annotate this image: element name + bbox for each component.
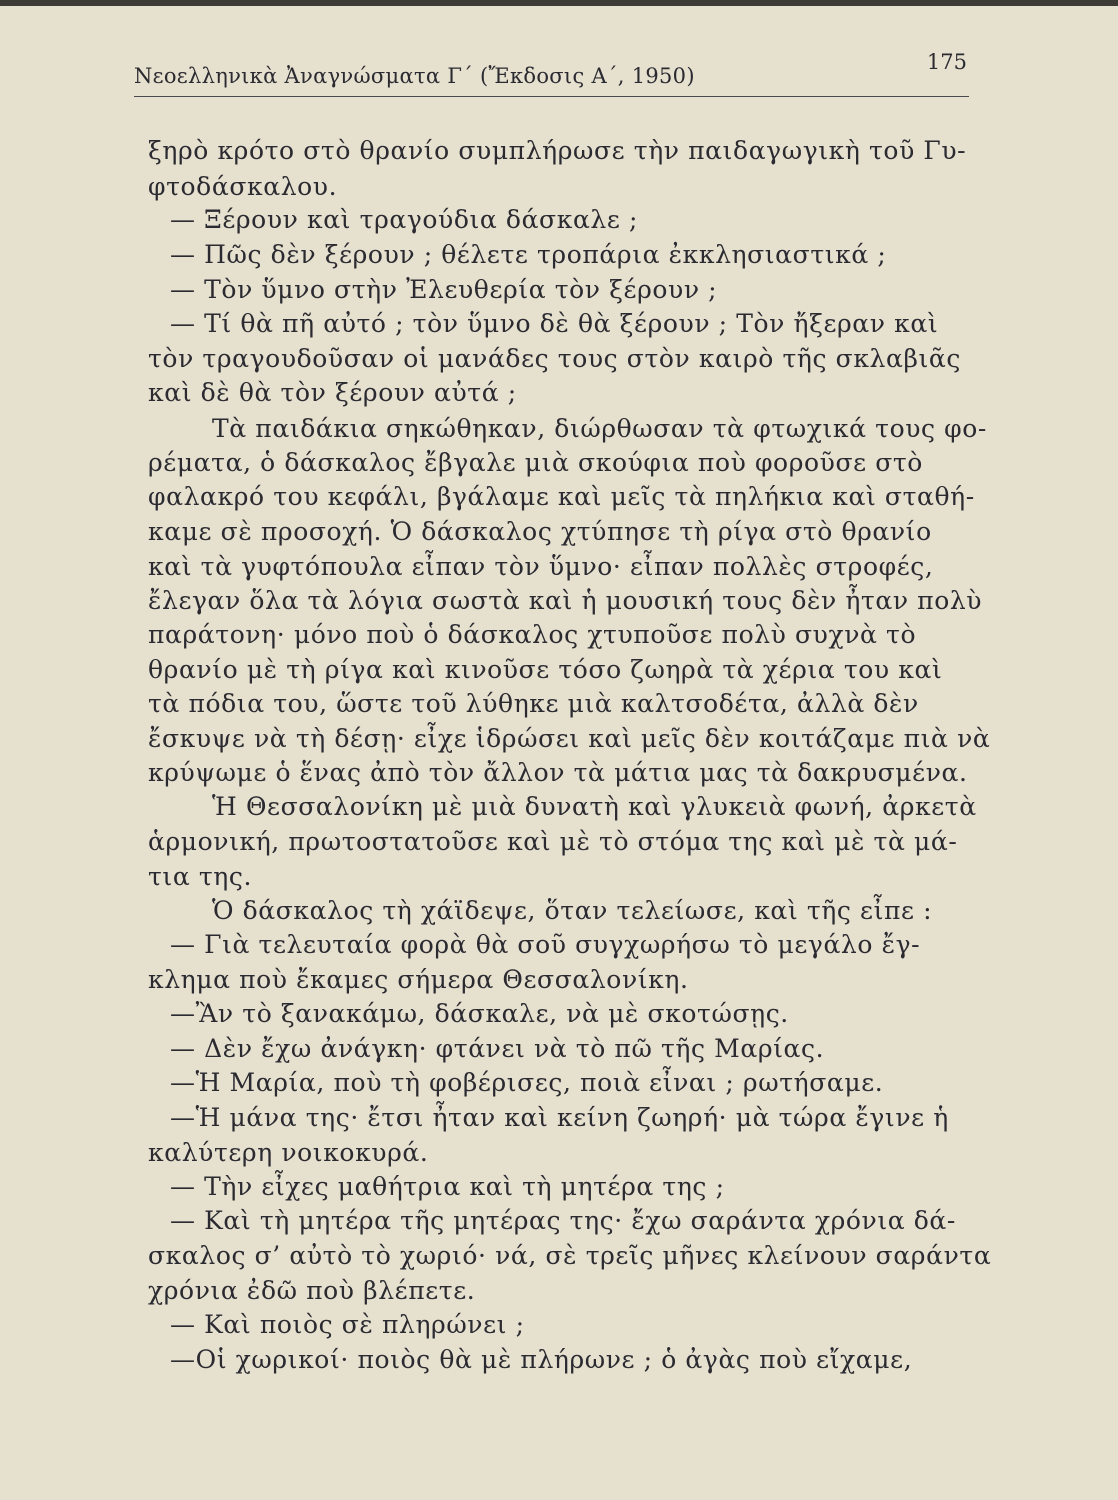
text-line: —Ἂν τὸ ξανακάμω, δάσκαλε, νὰ μὲ σκοτώσῃς. [170,999,789,1028]
text-line: τὸν τραγουδοῦσαν οἱ μανάδες τους στὸν καιρὸ τῆς σκλαβιᾶς [148,344,962,373]
text-line: θρανίο μὲ τὴ ρίγα καὶ κινοῦσε τόσο ζωηρὰ τὰ χέρια του καὶ [148,655,943,684]
text-line: — Ξέρουν καὶ τραγούδια δάσκαλε ; [170,205,638,234]
text-line: κλημα ποὺ ἔκαμες σήμερα Θεσσαλονίκη. [148,965,689,994]
text-line: Ὁ δάσκαλος τὴ χάϊδεψε, ὅταν τελείωσε, καὶ τῆς εἶπε : [212,896,933,925]
running-head: Νεοελληνικὰ Ἀναγνώσματα Γ΄ (Ἔκδοσις Α΄, 1950) [134,64,695,88]
text-line: καμε σὲ προσοχή. Ὁ δάσκαλος χτύπησε τὴ ρίγα στὸ θρανίο [148,517,932,546]
text-line: ρέματα, ὁ δάσκαλος ἔβγαλε μιὰ σκούφια ποὺ φοροῦσε στὸ [148,448,923,477]
text-line: κρύψωμε ὁ ἕνας ἀπὸ τὸν ἄλλον τὰ μάτια μας τὰ δακρυσμένα. [148,758,968,787]
text-line: —Οἱ χωρικοί· ποιὸς θὰ μὲ πλήρωνε ; ὁ ἀγὰς ποὺ εἴχαμε, [170,1345,913,1374]
text-line: χρόνια ἐδῶ ποὺ βλέπετε. [148,1276,476,1305]
text-line: φτοδάσκαλου. [148,172,338,201]
text-line: ξηρὸ κρότο στὸ θρανίο συμπλήρωσε τὴν παιδαγωγικὴ τοῦ Γυ- [148,136,967,165]
scan-top-edge [0,0,1118,6]
text-line: καὶ τὰ γυφτόπουλα εἶπαν τὸν ὕμνο· εἶπαν πολλὲς στροφές, [148,552,934,581]
text-line: τὰ πόδια του, ὥστε τοῦ λύθηκε μιὰ καλτσοδέτα, ἀλλὰ δὲν [148,689,919,718]
text-line: φαλακρό του κεφάλι, βγάλαμε καὶ μεῖς τὰ πηλήκια καὶ σταθή- [148,482,975,511]
text-line: —Ἡ Μαρία, ποὺ τὴ φοβέρισες, ποιὰ εἶναι ; ρωτήσαμε. [170,1068,884,1097]
text-line: Ἡ Θεσσαλονίκη μὲ μιὰ δυνατὴ καὶ γλυκειὰ φωνή, ἀρκετὰ [212,792,977,821]
text-line: — Γιὰ τελευταία φορὰ θὰ σοῦ συγχωρήσω τὸ μεγάλο ἔγ- [170,930,921,959]
page-header [134,50,969,98]
text-line: καλύτερη νοικοκυρά. [148,1138,429,1167]
text-line: — Πῶς δὲν ξέρουν ; θέλετε τροπάρια ἐκκλησιαστικά ; [170,240,887,269]
text-line: ἁρμονική, πρωτοστατοῦσε καὶ μὲ τὸ στόμα της καὶ μὲ τὰ μά- [148,827,958,856]
text-line: καὶ δὲ θὰ τὸν ξέρουν αὐτά ; [148,378,517,407]
text-line: —Ἡ μάνα της· ἔτσι ἦταν καὶ κείνη ζωηρή· μὰ τώρα ἔγινε ἡ [170,1103,949,1132]
text-line: — Τὴν εἶχες μαθήτρια καὶ τὴ μητέρα της ; [170,1172,725,1201]
text-line: — Τὸν ὕμνο στὴν Ἐλευθερία τὸν ξέρουν ; [170,275,718,304]
header-rule [134,96,969,97]
text-line: ἔλεγαν ὅλα τὰ λόγια σωστὰ καὶ ἡ μουσική τους δὲν ἦταν πολὺ [148,586,983,615]
text-line: παράτονη· μόνο ποὺ ὁ δάσκαλος χτυποῦσε πολὺ συχνὰ τὸ [148,620,917,649]
text-line: — Καὶ τὴ μητέρα τῆς μητέρας της· ἔχω σαράντα χρόνια δά- [170,1206,956,1235]
text-line: — Δὲν ἔχω ἀνάγκη· φτάνει νὰ τὸ πῶ τῆς Μαρίας. [170,1034,825,1063]
text-line: — Καὶ ποιὸς σὲ πληρώνει ; [170,1310,525,1339]
text-line: τια της. [148,862,253,891]
text-line: — Τί θὰ πῆ αὐτό ; τὸν ὕμνο δὲ θὰ ξέρουν ; Τὸν ἤξεραν καὶ [170,309,939,338]
page-number: 175 [926,50,967,74]
text-line: Τὰ παιδάκια σηκώθηκαν, διώρθωσαν τὰ φτωχικά τους φο- [212,414,987,443]
text-line: ἔσκυψε νὰ τὴ δέσῃ· εἶχε ἱδρώσει καὶ μεῖς δὲν κοιτάζαμε πιὰ νὰ [148,724,991,753]
text-line: σκαλος σ’ αὐτὸ τὸ χωριό· νά, σὲ τρεῖς μῆνες κλείνουν σαράντα [148,1241,992,1270]
